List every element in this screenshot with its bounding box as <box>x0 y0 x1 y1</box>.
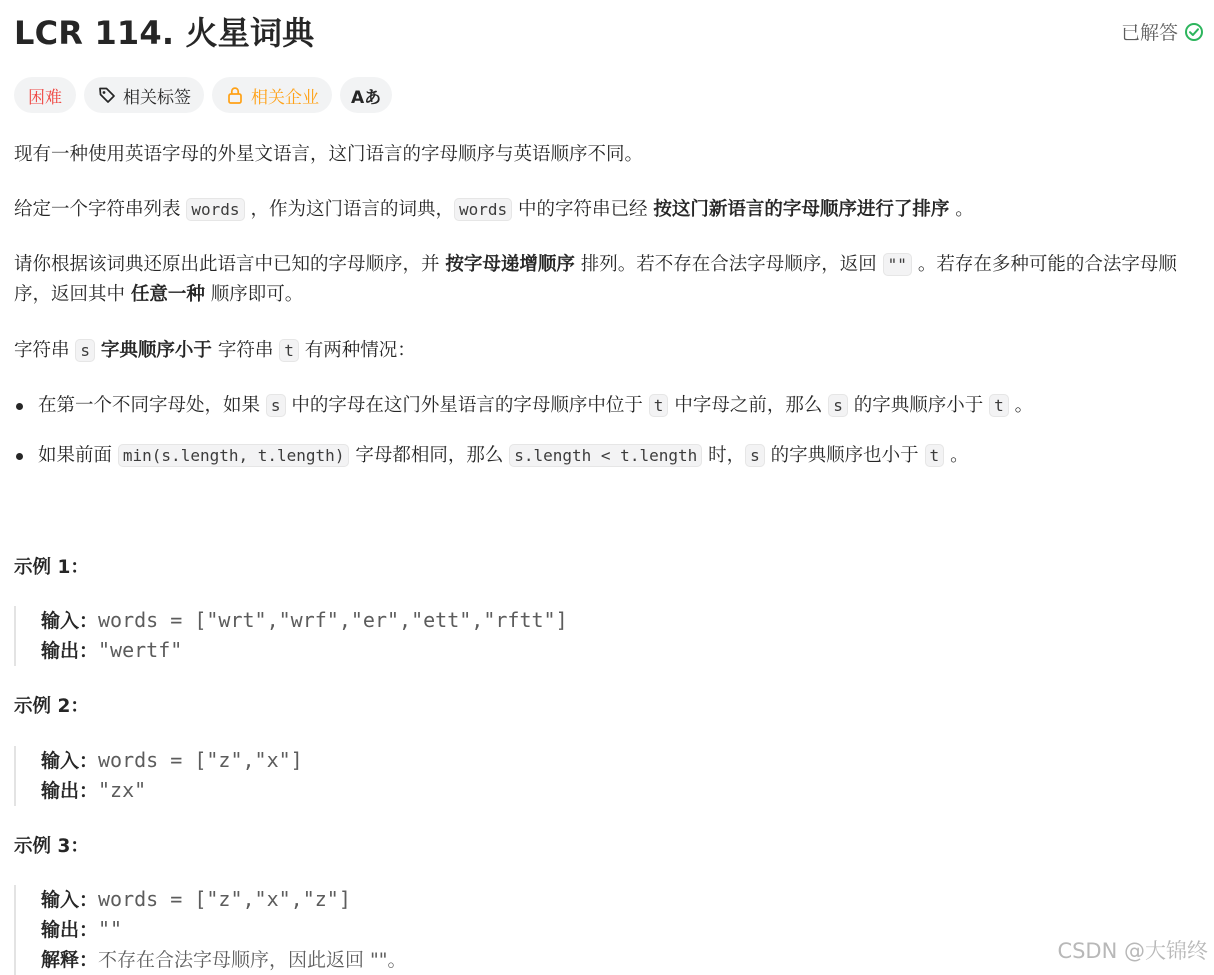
solved-status <box>1121 18 1204 45</box>
rules-list <box>14 391 1033 491</box>
related-companies-button[interactable] <box>212 77 332 113</box>
check-circle-icon <box>1184 22 1204 42</box>
description-paragraph-4: 字符串 s 字典顺序小于 字符串 t 有两种情况： <box>14 340 416 361</box>
example-output: 输出："" <box>41 917 123 941</box>
related-tags-button[interactable] <box>84 77 204 113</box>
translate-icon: Aあ <box>351 87 382 108</box>
example-output: 输出："wertf" <box>41 638 183 662</box>
example-3-block <box>14 885 407 975</box>
example-input: 输入：words = ["z","x","z"] <box>41 887 351 911</box>
inline-code: "" <box>883 253 912 276</box>
inline-code: t <box>649 394 669 417</box>
inline-code: t <box>925 444 945 467</box>
inline-code: t <box>279 339 299 362</box>
inline-code: s.length < t.length <box>509 444 702 467</box>
example-3-title: 示例 3： <box>14 836 89 857</box>
tag-icon <box>97 85 117 105</box>
example-1-block <box>14 606 568 666</box>
related-tags-label: 相关标签 <box>123 87 191 108</box>
inline-code: t <box>989 394 1009 417</box>
difficulty-badge <box>14 77 76 113</box>
inline-code: words <box>454 198 512 221</box>
translate-button[interactable] <box>340 77 392 113</box>
example-explanation: 解释：不存在合法字母顺序，因此返回 ""。 <box>41 949 407 971</box>
example-2-title: 示例 2： <box>14 696 89 717</box>
inline-code: s <box>828 394 848 417</box>
inline-code: s <box>75 339 95 362</box>
lock-icon <box>225 85 245 105</box>
list-item: 在第一个不同字母处，如果 s 中的字母在这门外星语言的字母顺序中位于 t 中字母之前，那么 s 的字典顺序小于 t 。 <box>14 391 1033 441</box>
example-1-title: 示例 1： <box>14 557 89 578</box>
inline-code: s <box>266 394 286 417</box>
title-row <box>14 0 1204 70</box>
solved-label: 已解答 <box>1120 22 1178 44</box>
example-input: 输入：words = ["wrt","wrf","er","ett","rftt"] <box>41 608 568 632</box>
list-item: 如果前面 min(s.length, t.length) 字母都相同，那么 s.length < t.length 时， s 的字典顺序也小于 t 。 <box>14 441 1033 491</box>
example-2-block <box>14 746 303 806</box>
description-paragraph-1: 现有一种使用英语字母的外星文语言，这门语言的字母顺序与英语顺序不同。 <box>14 144 644 165</box>
example-output: 输出："zx" <box>41 778 147 802</box>
tag-bar <box>14 77 392 113</box>
inline-code: words <box>186 198 244 221</box>
example-input: 输入：words = ["z","x"] <box>41 748 303 772</box>
watermark: CSDN @大锦终 <box>1057 939 1208 963</box>
inline-code: min(s.length, t.length) <box>118 444 350 467</box>
inline-code: s <box>745 444 765 467</box>
problem-title[interactable]: LCR 114. 火星词典 <box>14 14 315 52</box>
difficulty-label: 困难 <box>28 87 62 108</box>
description-paragraph-3: 请你根据该词典还原出此语言中已知的字母顺序，并 按字母递增顺序 排列。若不存在合法字母顺序，返回 "" 。若存在多种可能的合法字母顺序，返回其中 任意一种 顺序即可。 <box>14 254 1177 305</box>
description-paragraph-2: 给定一个字符串列表 words ，作为这门语言的词典， words 中的字符串已经 按这门新语言的字母顺序进行了排序 。 <box>14 199 974 220</box>
related-companies-label: 相关企业 <box>251 87 319 108</box>
